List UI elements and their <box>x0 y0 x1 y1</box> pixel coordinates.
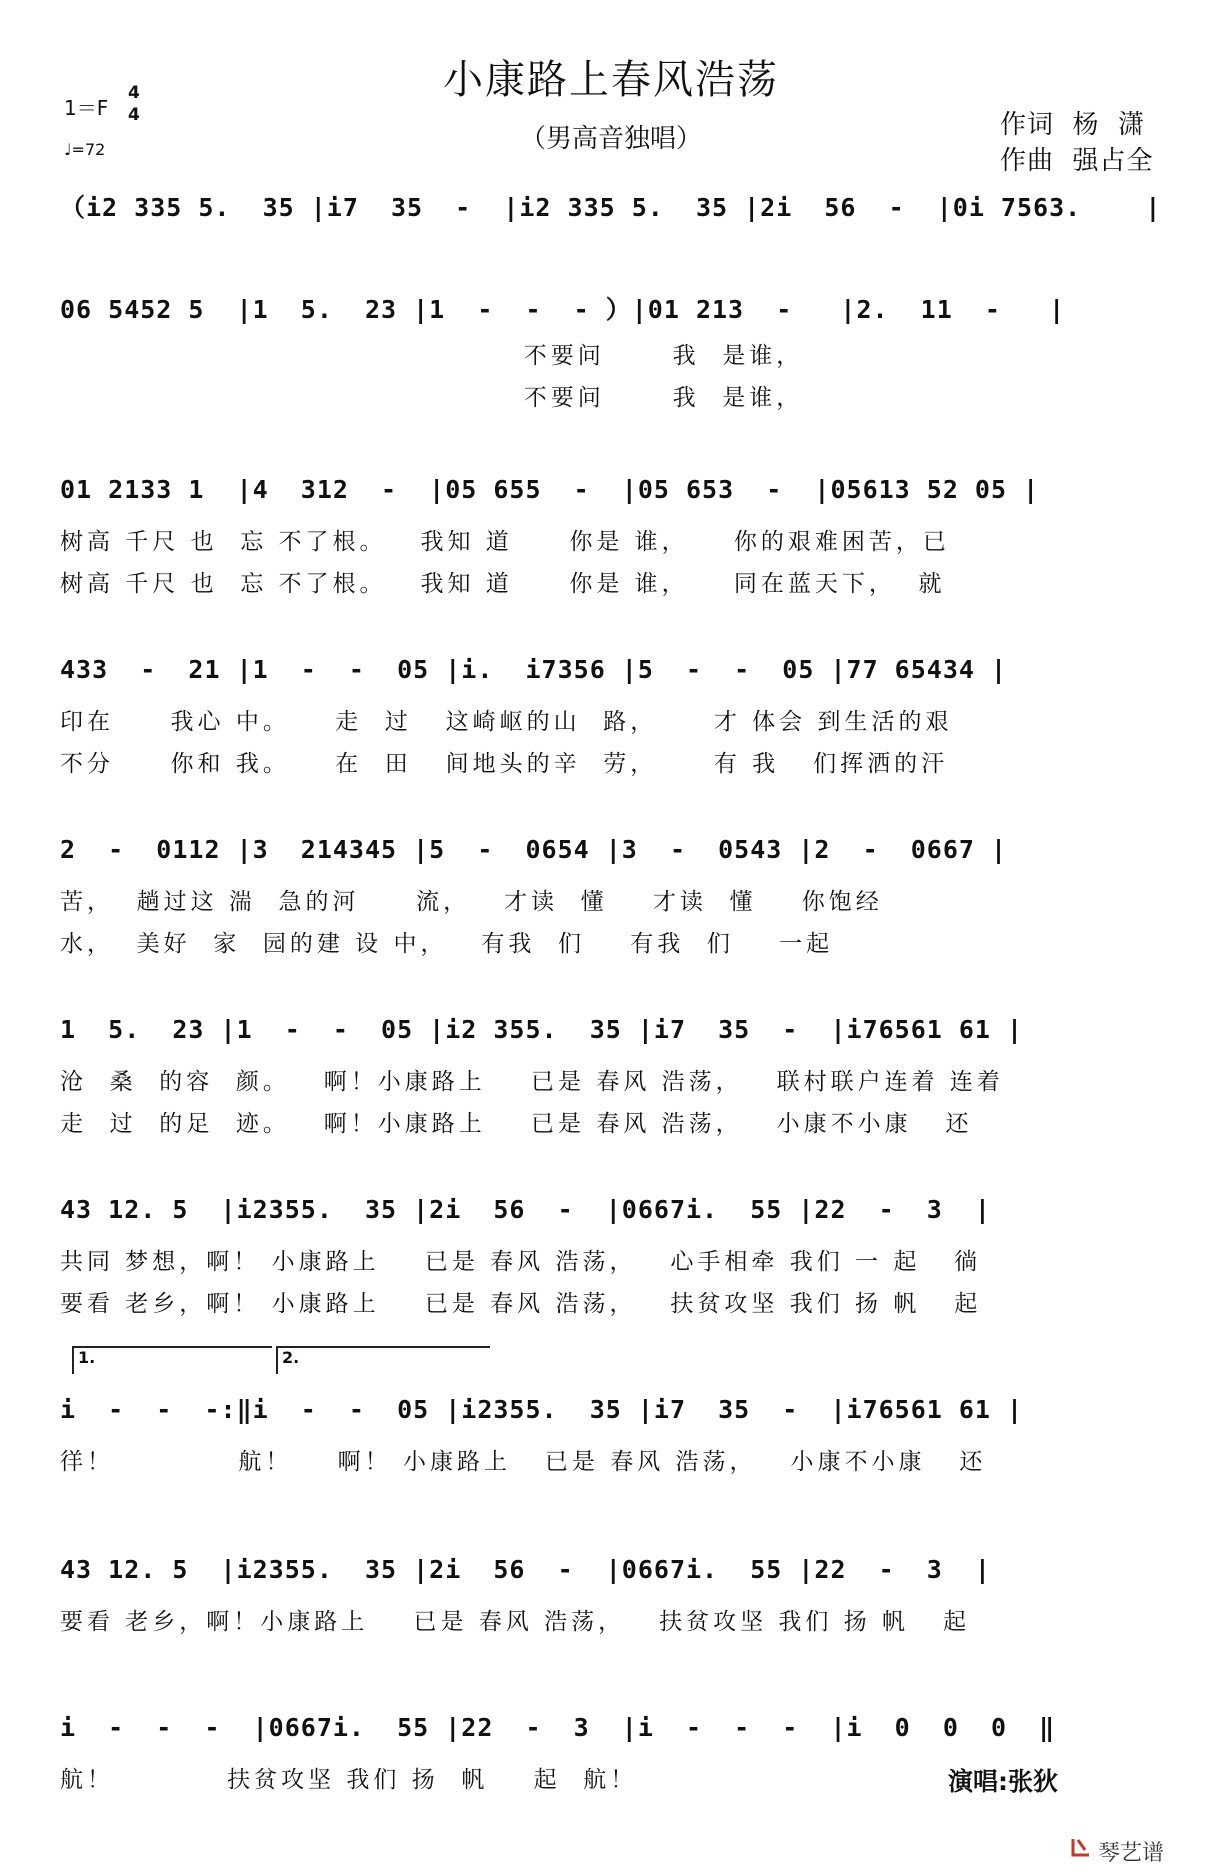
lyric-verse-2: 不要问 我 是谁， <box>60 385 804 411</box>
notation-line: 2 - 0112 |3 214345 |5 - 0654 |3 - 0543 |2 - 0667 | <box>60 835 1008 864</box>
notation-line: 01 2133 1 |4 312 - |05 655 - |05 653 - |05613 52 05 | <box>60 475 1040 504</box>
lyric-verse-2: 水， 美好 家 园的建 设 中， 有我 们 有我 们 一起 <box>60 931 834 957</box>
lyric-verse-1: 要看 老乡，啊！小康路上 已是 春风 浩荡， 扶贫攻坚 我们 扬 帆 起 <box>60 1609 970 1635</box>
lyric-verse-2: 走 过 的足 迹。 啊！小康路上 已是 春风 浩荡， 小康不小康 还 <box>60 1111 973 1137</box>
time-signature-top: 4 <box>128 83 140 103</box>
notation-line: 433 - 21 |1 - - 05 |i. i7356 |5 - - 05 |77 65434 | <box>60 655 1008 684</box>
lyric-verse-1: 树高 千尺 也 忘 不了根。 我知 道 你是 谁， 你的艰难困苦，已 <box>60 529 950 555</box>
lyric-verse-1: 徉！ 航！ 啊！ 小康路上 已是 春风 浩荡， 小康不小康 还 <box>60 1449 987 1475</box>
notation-line: i - - -:‖i - - 05 |i2355. 35 |i7 35 - |i76561 61 | <box>60 1395 1024 1424</box>
time-signature-bottom: 4 <box>128 105 140 125</box>
lyric-verse-2: 要看 老乡，啊！ 小康路上 已是 春风 浩荡， 扶贫攻坚 我们 扬 帆 起 <box>60 1291 982 1317</box>
lyric-verse-1: 沧 桑 的容 颜。 啊！小康路上 已是 春风 浩荡， 联村联户连着 连着 <box>60 1069 1004 1095</box>
notation-line: 43 12. 5 |i2355. 35 |2i 56 - |0667i. 55 |22 - 3 | <box>60 1555 991 1584</box>
lyric-verse-2: 树高 千尺 也 忘 不了根。 我知 道 你是 谁， 同在蓝天下， 就 <box>60 571 946 597</box>
composer-credit: 作曲 强占全 <box>1000 146 1154 176</box>
qinyipu-logo-icon <box>1070 1836 1092 1858</box>
lyric-verse-1: 航！ 扶贫攻坚 我们 扬 帆 起 航！ <box>60 1767 638 1793</box>
lyric-verse-2: 不分 你和 我。 在 田 间地头的辛 劳， 有 我 们挥洒的汗 <box>60 751 949 777</box>
key-signature: 1＝F <box>64 96 109 120</box>
notation-line: 1 5. 23 |1 - - 05 |i2 355. 35 |i7 35 - |i76561 61 | <box>60 1015 1024 1044</box>
lyricist-credit: 作词 杨 潇 <box>1000 110 1146 140</box>
watermark-text: 琴艺谱 <box>1098 1841 1165 1866</box>
tempo-mark: ♩=72 <box>64 140 106 159</box>
time-signature <box>128 82 140 126</box>
notation-line: i - - - |0667i. 55 |22 - 3 |i - - - |i 0 0 0 ‖ <box>60 1713 1056 1742</box>
lyric-verse-1 <box>60 256 1180 288</box>
notation-line: （i2 335 5. 35 |i7 35 - |i2 335 5. 35 |2i 56 - |0i 7563. | <box>60 193 1162 222</box>
second-ending-bracket: 2. <box>276 1346 490 1374</box>
lyric-verse-1: 苦， 趟过这 湍 急的河 流， 才读 懂 才读 懂 你饱经 <box>60 889 883 915</box>
notation-line: 43 12. 5 |i2355. 35 |2i 56 - |0667i. 55 |22 - 3 | <box>60 1195 991 1224</box>
page-title: 小康路上春风浩荡 <box>443 57 779 103</box>
performer-credit: 演唱:张狄 <box>948 1767 1058 1796</box>
lyric-verse-1: 不要问 我 是谁， <box>60 343 804 369</box>
lyric-verse-1: 印在 我心 中。 走 过 这崎岖的山 路， 才 体会 到生活的艰 <box>60 709 953 735</box>
notation-line: 06 5452 5 |1 5. 23 |1 - - - ）|01 213 - |2. 11 - | <box>60 295 1066 324</box>
page-subtitle: （男高音独唱） <box>519 124 702 154</box>
first-ending-bracket: 1. <box>72 1346 272 1374</box>
lyric-verse-1: 共同 梦想，啊！ 小康路上 已是 春风 浩荡， 心手相牵 我们 一 起 徜 <box>60 1249 982 1275</box>
